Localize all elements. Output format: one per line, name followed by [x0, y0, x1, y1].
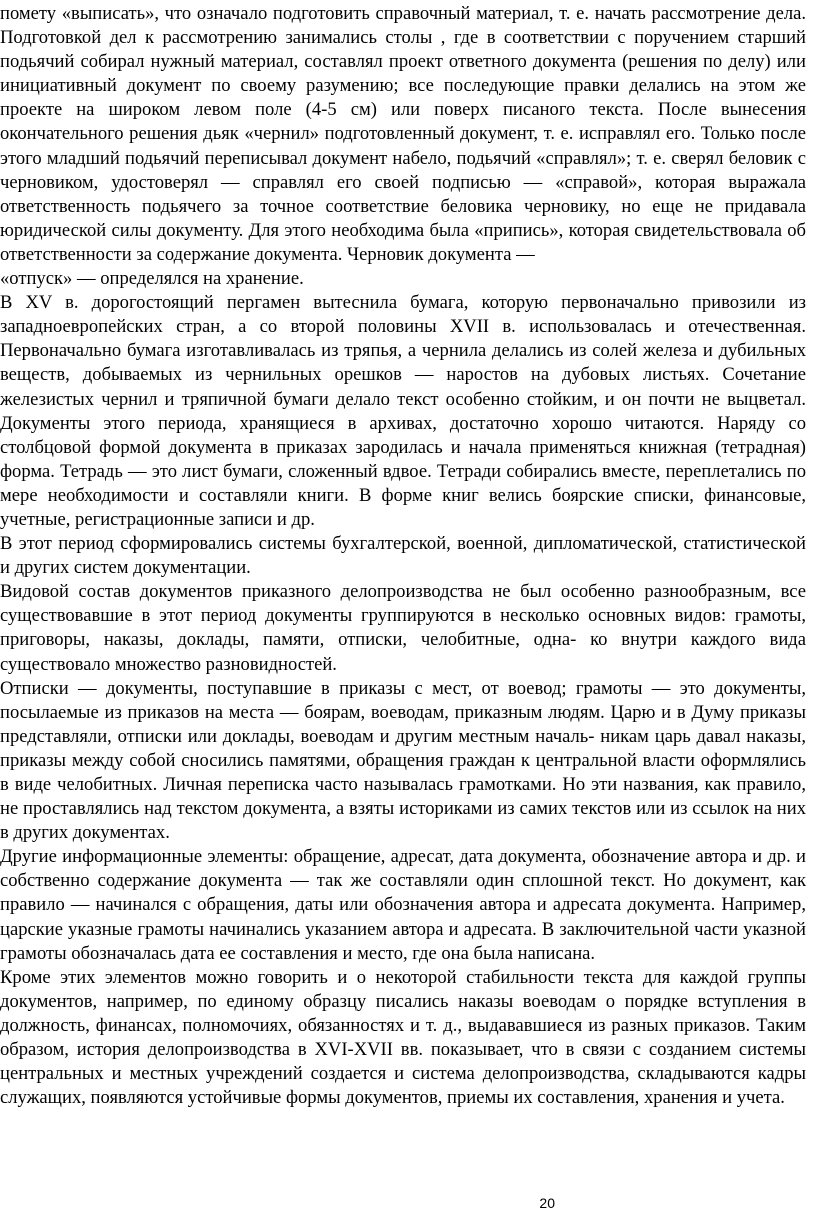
paragraph-6: Отписки — документы, поступавшие в приказы с мест, от воевод; грамоты — это документы, посылаемые из приказов на места — боярам, воеводам, приказным людям. Царю и в Думу приказы представляли, отписки или доклады, воеводам и другим местным началь- никам царь давал наказы, приказы между собой сносились памятями, обращения граждан к центральной власти оформлялись в виде челобитных. Личная переписка часто называлась грамотками. Но эти названия, как правило, не проставлялись над текстом документа, а взяты историками из самих текстов или из ссылок на них в других документах.	[0, 677, 806, 844]
paragraph-3: В XV в. дорогостоящий пергамен вытеснила бумага, которую первоначально привозили из западноевропейских стран, а со второй половины XVII в. использовалась и отечественная. Первоначально бумага изготавливалась из тряпья, а чернила делались из солей железа и дубильных веществ, добываемых из чернильных орешков — наростов на дубовых листьях. Сочетание железистых чернил и тряпичной бумаги делало текст особенно стойким, и он почти не выцветал. Документы этого периода, хранящиеся в архивах, достаточно хорошо читаются. Наряду со столбцовой формой документа в приказах зародилась и начала применяться книжная (тетрадная) форма. Тетрадь — это лист бумаги, сложенный вдвое. Тетради собирались вместе, переплетались по мере необходимости и составляли книги. В форме книг велись боярские списки, финансовые, учетные, регистрационные записи и др.	[0, 292, 806, 530]
page-number: 20	[539, 1195, 555, 1211]
body-text	[0, 2, 806, 1110]
paragraph-5: Видовой состав документов приказного делопроизводства не был особенно разнообразным, все существовавшие в этот период документы группируются в несколько основных видов: грамоты, приговоры, наказы, доклады, памяти, отписки, челобитные, одна- ко внутри каждого вида существовало множество разновидностей.	[0, 581, 806, 675]
paragraph-8: Кроме этих элементов можно говорить и о некоторой стабильности текста для каждой группы документов, например, по единому образцу писались наказы воеводам о порядке вступления в должность, финансах, полномочиях, обязанностях и т. д., выдававшиеся из разных приказов. Таким образом, история делопроизводства в XVI-XVII вв. показывает, что в связи с созданием системы центральных и местных учреждений создается и система делопроизводства, складываются кадры служащих, появляются устойчивые формы документов, приемы их составления, хранения и учета.	[0, 966, 806, 1109]
paragraph-1: помету «выписать», что означало подготовить справочный материал, т. е. начать рассмотрение дела. Подготовкой дел к рассмотрению занимались столы , где в соответствии с поручением старший подьячий собирал нужный материал, составлял проект ответного документа (решения по делу) или инициативный документ по своему разумению; все последующие правки делались на этом же проекте на широком левом поле (4-5 см) или поверх писаного текста. После вынесения окончательного решения дьяк «чернил» подготовленный документ, т. е. исправлял его. Только после этого младший подьячий переписывал документ набело, подьячий «справлял»; т. е. сверял беловик с черновиком, удостоверял — справлял его своей подписью — «справой», которая выражала ответственность подьячего за точное соответствие беловика черновику, но еще не придавала юридической силы документу. Для этого необходима была «припись», которая свидетельствовала об ответственности за содержание документа. Черновик документа —	[0, 3, 806, 265]
paragraph-7: Другие информационные элементы: обращение, адресат, дата документа, обозначение автора и др. и собственно содержание документа — так же составляли один сплошной текст. Но документ, как правило — начинался с обращения, даты или обозначения автора и адресата документа. Например, царские указные грамоты начинались указанием автора и адресата. В заключительной части указной грамоты обозначалась дата ее составления и место, где она была написана.	[0, 846, 806, 964]
paragraph-4: В этот период сформировались системы бухгалтерской, военной, дипломатической, статистической и других систем документации.	[0, 533, 806, 579]
paragraph-2: «отпуск» — определялся на хранение.	[0, 268, 304, 290]
